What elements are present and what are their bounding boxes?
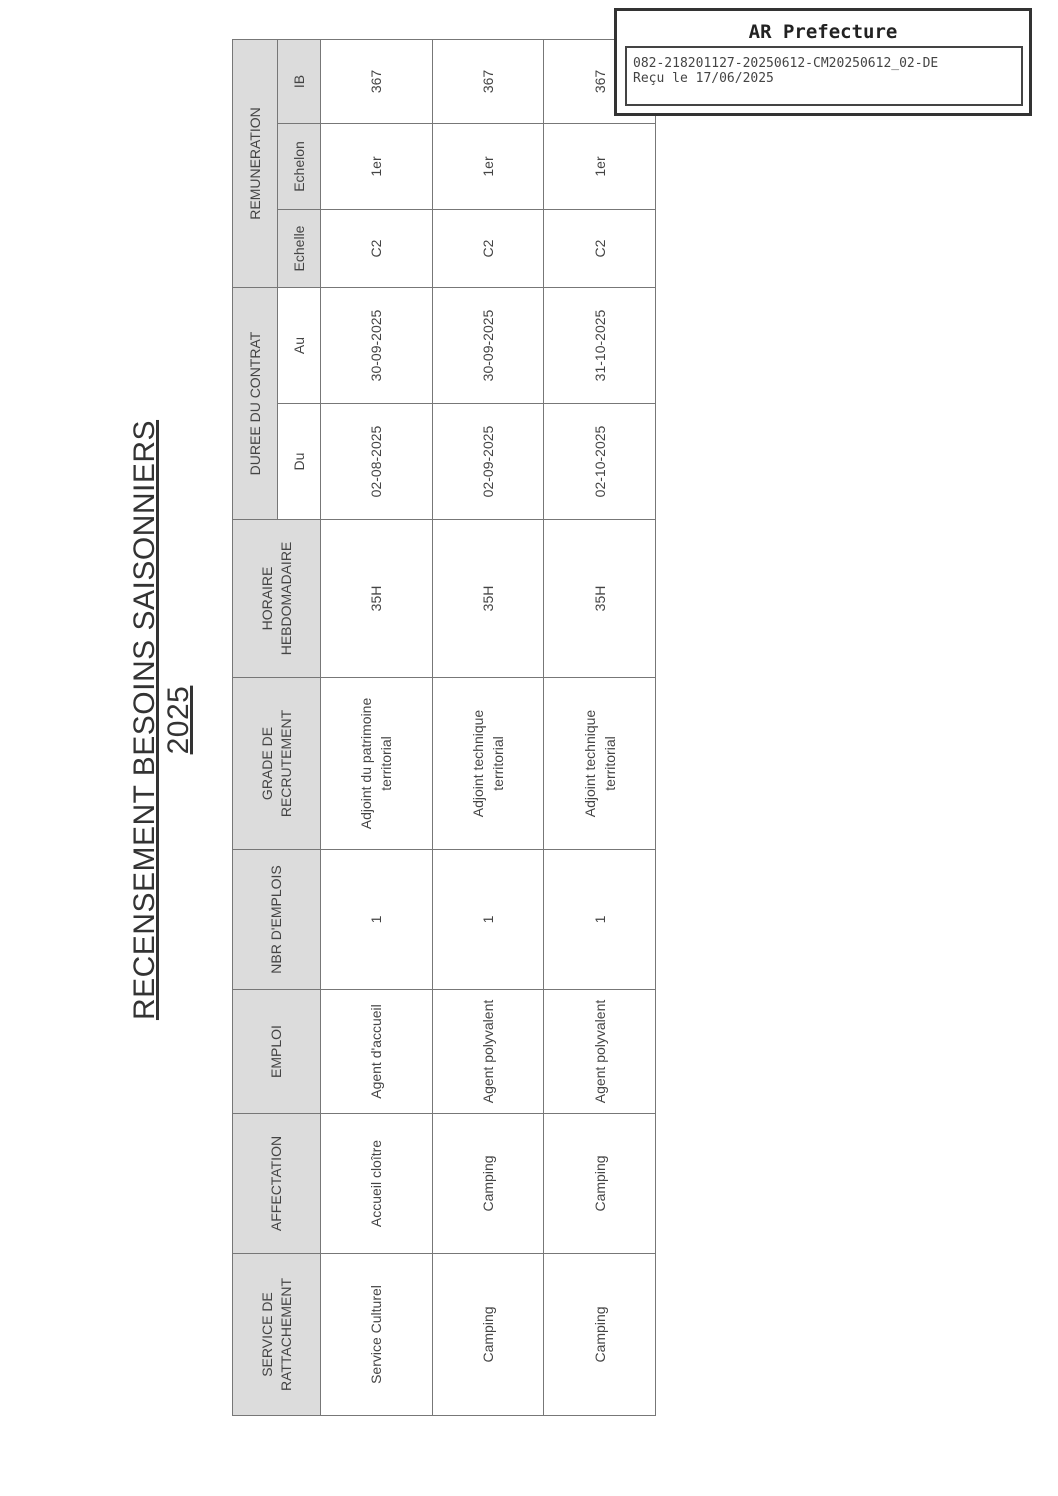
cell-affectation: Camping bbox=[432, 1114, 544, 1254]
header-service: SERVICE DE RATTACHEMENT bbox=[233, 1254, 321, 1416]
table-row bbox=[544, 39, 656, 1415]
cell-affectation: Camping bbox=[544, 1114, 656, 1254]
stamp-received-date: Reçu le 17/06/2025 bbox=[633, 71, 774, 86]
header-affectation: AFFECTATION bbox=[233, 1114, 321, 1254]
cell-nbr: 1 bbox=[432, 850, 544, 990]
cell-affectation: Accueil cloître bbox=[321, 1114, 433, 1254]
cell-du: 02-09-2025 bbox=[432, 404, 544, 520]
cell-echelle: C2 bbox=[321, 209, 433, 287]
header-echelon: Echelon bbox=[278, 123, 321, 209]
cell-service: Camping bbox=[432, 1254, 544, 1416]
document-title: RECENSEMENT BESOINS SAISONNIERS 2025 bbox=[128, 419, 195, 1021]
document-page bbox=[128, 40, 668, 1440]
cell-service: Camping bbox=[544, 1254, 656, 1416]
cell-au: 31-10-2025 bbox=[544, 287, 656, 403]
cell-horaire: 35H bbox=[321, 520, 433, 678]
table-row bbox=[432, 39, 544, 1415]
stamp-reference: 082-218201127-20250612-CM20250612_02-DE bbox=[633, 56, 939, 71]
cell-emploi: Agent d'accueil bbox=[321, 990, 433, 1114]
cell-ib: 367 bbox=[321, 39, 433, 123]
cell-du: 02-08-2025 bbox=[321, 404, 433, 520]
cell-echelle: C2 bbox=[544, 209, 656, 287]
header-horaire: HORAIRE HEBDOMADAIRE bbox=[233, 520, 321, 678]
prefecture-stamp bbox=[614, 8, 1032, 116]
header-remuneration: REMUNERATION bbox=[233, 39, 278, 287]
stamp-title: AR Prefecture bbox=[748, 21, 898, 43]
table-row bbox=[321, 39, 433, 1415]
cell-nbr: 1 bbox=[544, 850, 656, 990]
cell-echelle: C2 bbox=[432, 209, 544, 287]
cell-emploi: Agent polyvalent bbox=[432, 990, 544, 1114]
cell-echelon: 1er bbox=[432, 123, 544, 209]
cell-grade: Adjoint du patrimoine territorial bbox=[321, 678, 433, 850]
header-nbr-emplois: NBR D'EMPLOIS bbox=[233, 850, 321, 990]
header-echelle: Echelle bbox=[278, 209, 321, 287]
stamp-details bbox=[625, 46, 1023, 106]
seasonal-needs-table bbox=[232, 39, 656, 1416]
cell-echelon: 1er bbox=[321, 123, 433, 209]
cell-ib: 367 bbox=[432, 39, 544, 123]
header-au: Au bbox=[278, 287, 321, 403]
cell-echelon: 1er bbox=[544, 123, 656, 209]
cell-grade: Adjoint technique territorial bbox=[544, 678, 656, 850]
cell-au: 30-09-2025 bbox=[432, 287, 544, 403]
cell-du: 02-10-2025 bbox=[544, 404, 656, 520]
header-duree-contrat: DUREE DU CONTRAT bbox=[233, 287, 278, 519]
cell-horaire: 35H bbox=[432, 520, 544, 678]
header-grade: GRADE DE RECRUTEMENT bbox=[233, 678, 321, 850]
cell-horaire: 35H bbox=[544, 520, 656, 678]
cell-nbr: 1 bbox=[321, 850, 433, 990]
cell-ib: 367 bbox=[544, 39, 656, 123]
cell-service: Service Culturel bbox=[321, 1254, 433, 1416]
header-emploi: EMPLOI bbox=[233, 990, 321, 1114]
header-du: Du bbox=[278, 404, 321, 520]
cell-emploi: Agent polyvalent bbox=[544, 990, 656, 1114]
header-ib: IB bbox=[278, 39, 321, 123]
cell-au: 30-09-2025 bbox=[321, 287, 433, 403]
cell-grade: Adjoint technique territorial bbox=[432, 678, 544, 850]
